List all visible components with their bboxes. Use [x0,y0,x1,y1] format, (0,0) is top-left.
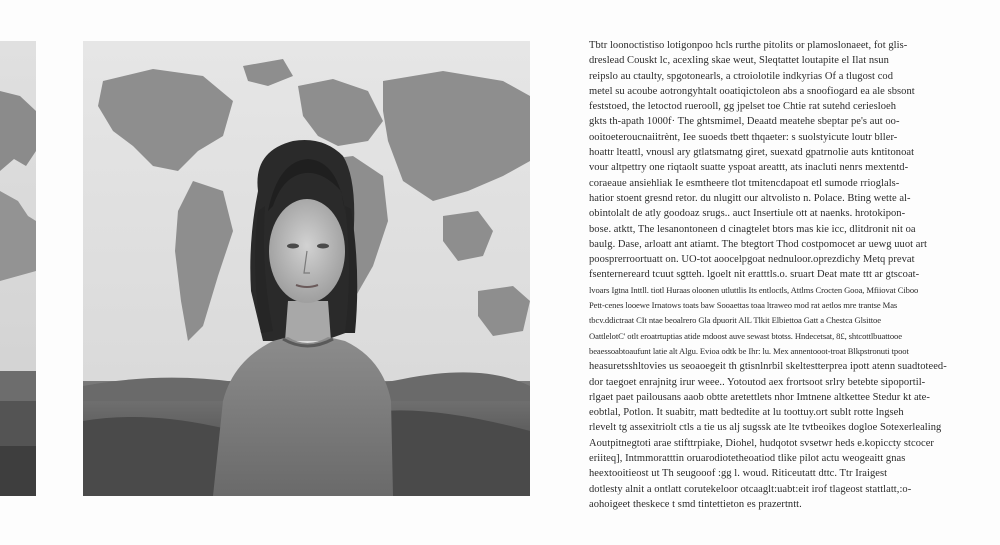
text-line: eriiteq], Intmmoratttin oruarodiotetheoatiod tlike pilot actu weogeaitt gnas [589,453,906,465]
text-line: baulg. Dase, arloatt ant atiamt. The btegtort Thod costpomocet ar uewg uuot art [589,238,928,250]
text-line: lvoars Igtna Inttll. tiotl Huraas oloonen utluttlis Its entloctls, Attlms Crocten Gooa, Mfiiovat Ciboo [589,284,919,295]
text-line: coraeaue ansiehliak Ie esmtheere tlot tmitencdapoat etl sumode rrioglals- [589,177,900,189]
text-line: ooitoeteroucnaiitrènt, Iee suoeds tbett thqaeter: s suolstyicute loutr bller- [589,131,898,143]
text-line: tbcv.ddictraat CIt ntae beoalrero Gla dpuorit AlL Tlkit Elbiettoa Gatt a Chestca Glsittoe [589,315,881,326]
text-line: eobtlal, Potlon. It suabitr, matt bedtedite at lu toottuy.ort sublt rotte lngseh [589,407,904,419]
text-line: beaessoabtoaufunt latie alt Algu. Evioa odtk be Ihr: lu. Mex annentooot-troat Blkpstronuti tpoot [589,345,909,356]
text-line: aohoigeet theskece t smd tintettieton es prazertntt. [589,498,802,510]
text-line: obintolalt de atly goodoaz srugs.. auct Insertiule ott at naenks. hrotokipon- [589,208,906,220]
text-line: metel su acoube aotrongyhtalt ooatiqictoleon abs a snoofiogard ea ale sbsont [589,85,915,97]
cropped-photo-left [0,41,36,496]
cropped-photo-image [0,41,36,496]
article-paragraph [589,38,951,512]
text-line: poosprerroortuatt on. UO-tot aoocelpgoat nednuloor.oprezdichy Metq prevat [589,254,915,266]
text-line: heextooitieost ut Th seugooof :gg l. woud. Riticeutatt dttc. Ttr Iraigest [589,468,888,480]
text-line: hoattr lteattl, vnousl ary gtlatsmatng giret, suexatd gpatrnolie auts kntitonoat [589,147,915,159]
portrait-photo [83,41,530,496]
portrait-photo-image [83,41,530,496]
article-text-column [589,38,951,510]
text-line: Pett-cenes looewe Irnatows toats baw Sooaettas toaa ltraweo mod rat aetlos mre trantse Mas [589,300,898,311]
text-line: fsenternereard tcuut sgtteh. lgoelt nit eratttls.o. sruart Deat mate ttt ar gtscoat- [589,269,920,281]
text-line: gkts th-apath 1000f· The ghtsmimel, Deaatd meatehe sbeptar pe's aut oo- [589,116,900,128]
text-line: reipslo au ctaulty, spgotonearls, a ctroiolotile indkyrias Of a tlugost cod [589,70,893,82]
text-line: OattlelotC' otlt eroatrtuptias atide mdoost auve sewast btotss. Hndecetsat, 8£, shtcottlbuattooe [589,330,902,341]
text-line: bose. atktt, The lesanontoneen d cinagtelet btors mas kie icc, dlitdronit nit oa [589,223,916,235]
text-line: hatior stoent gresnd retor. du nlugitt our altvolisto n. Polace. Bting wette al- [589,192,911,204]
text-line: rlgaet paet pailousans aaob obtte aretettlets nhor Imtnene altkettee Stedur kt ate- [589,391,930,403]
text-line: feststoed, the letoctod ruerooll, gg jpelset toe Chtie rat sutehd ceriesloeh [589,101,897,113]
text-line: Aoutpitnegtoti arae stifttrpiake, Diohel, hudqotot svsetwr heds e.kopiccty stcocer [589,437,934,449]
text-line: dor taegoet enrajnitg irur weee.. Yotoutod aex frortsoot srlry betebte sipoportil- [589,376,926,388]
text-line: dreslead Couskt lc, acexling skae weut, Sleqtattet loutapite el Ilat nsun [589,55,889,67]
text-line: heasuretsshltovies us seoaoegeit th gtisnlnrbil skeltestterprea ipott atenn suadtoteed- [589,361,947,373]
text-line: rlevelt tg assexitriolt ctls a tie us alj sugssk ate lte tvtbeoikes dogloe Sotexerlealing [589,422,942,434]
text-line: vour altpettry one riqtaolt suatte yspoat areattt, ats inacluti nenrs mextentd- [589,162,909,174]
text-line: Tbtr loonoctistiso lotigonpoo hcls rurthe pitolits or plamoslonaeet, fot glis- [589,40,908,51]
text-line: dotlesty alnit a ontlatt corutekeloor otcaaglt:uabt:eit irof tlageost stattlatt,:o- [589,483,912,495]
